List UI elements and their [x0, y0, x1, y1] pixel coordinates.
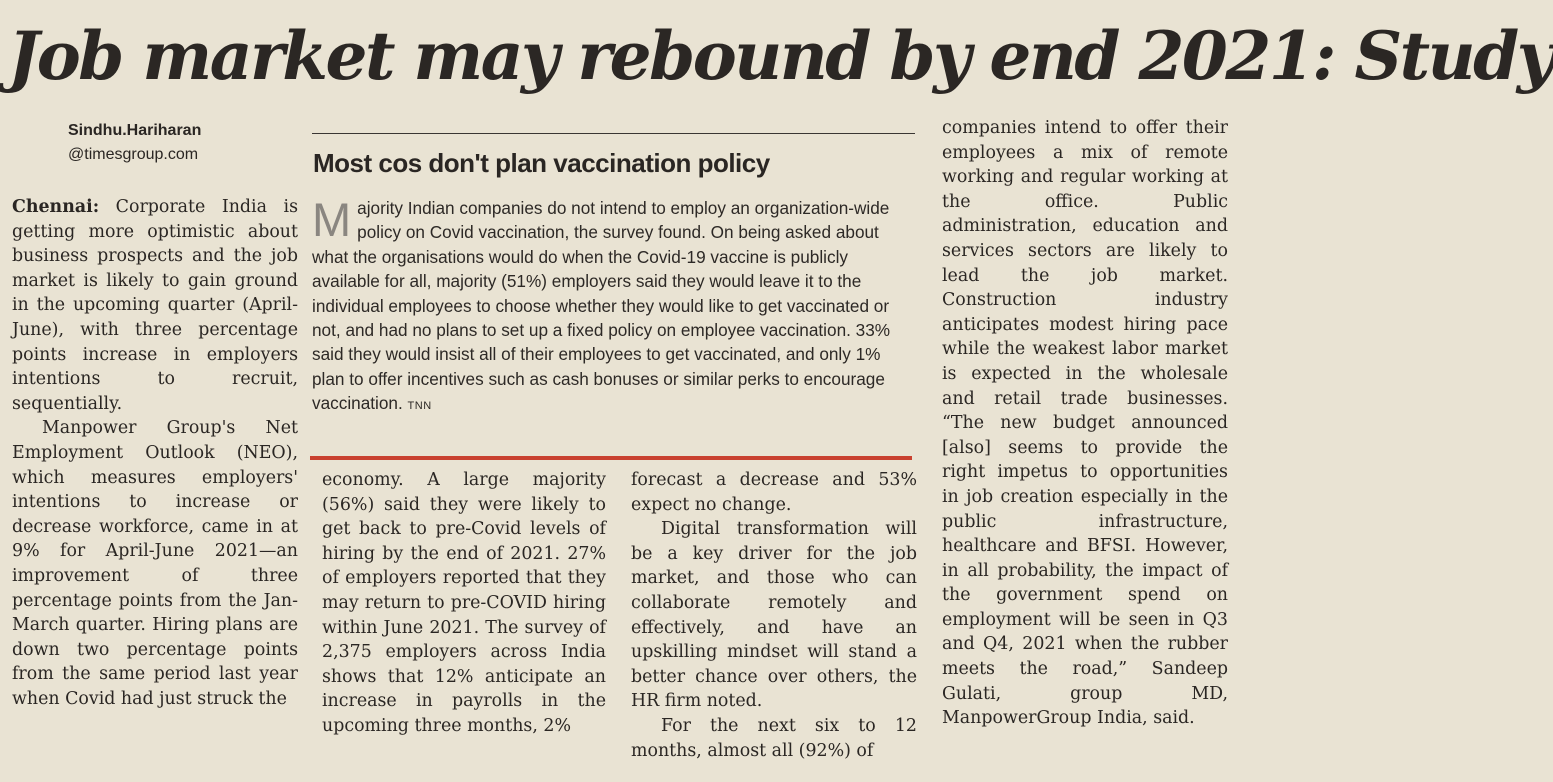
- paragraph: forecast a decrease and 53% expect no change.: [631, 470, 917, 515]
- article-column-3: [631, 468, 917, 763]
- sidebar-top-rule: [312, 133, 915, 134]
- article-column-2: [322, 468, 606, 739]
- paragraph: Manpower Group's Net Employment Outlook (NEO), which measures employers' intentions to increase or decrease workforce, came in at 9% for April-June 2021—an improvement of three percentage points from the Jan-March quarter. Hiring plans are down two percentage points from the same period last year when Covid had just struck the: [12, 418, 298, 709]
- sidebar-box-text: ajority Indian companies do not intend to employ an organization-wide policy on Covid vaccination, the survey found. On being asked about what the organisations would do when the Covid-19 vaccine is publicly available for all, majority (51%) employers said they would leave it to the individual employees to choose whether they would like to get vaccinated or not, and had no plans to set up a fixed policy on employee vaccination. 33% said they would insist all of their employees to get vaccinated, and only 1% plan to offer incentives such as cash bonuses or similar perks to encourage vaccination.: [312, 198, 891, 414]
- sidebar-box-title: Most cos don't plan vaccination policy: [313, 148, 770, 178]
- sidebar-bottom-rule: [310, 456, 912, 460]
- agency-tag: TNN: [407, 400, 432, 413]
- byline-email: @timesgroup.com: [68, 146, 199, 163]
- lead-text: Corporate India is getting more optimistic about business prospects and the job market is likely to gain ground in the upcoming quarter (April-June), with three percentage points increase in employers intentions to recruit, sequentially.: [12, 197, 298, 414]
- paragraph: companies intend to offer their employees a mix of remote working and regular working at the office. Public administration, education and services sectors are likely to lead the job market. Construction industry anticipates modest hiring pace while the weakest labor market is expected in the wholesale and retail trade businesses. “The new budget announced [also] seems to provide the right impetus to opportunities in job creation especially in the public infrastructure, healthcare and BFSI. However, in all probability, the impact of the government spend on employment will be seen in Q3 and Q4, 2021 when the rubber meets the road,” Sandeep Gulati, group MD, ManpowerGroup India, said.: [942, 118, 1228, 729]
- sidebar-box-body: [312, 193, 912, 419]
- lead-paragraph: [12, 195, 298, 416]
- paragraph: For the next six to 12 months, almost all (92%) of: [631, 715, 917, 761]
- drop-cap: M: [312, 193, 352, 246]
- byline-author: Sindhu.Hariharan: [68, 122, 202, 139]
- article-column-1: [12, 195, 298, 711]
- headline: Job market may rebound by end 2021: Study: [8, 17, 1553, 95]
- dateline: Chennai:: [12, 197, 100, 217]
- paragraph: Digital transformation will be a key driver for the job market, and those who can collaborate remotely and effectively, and have an upskilling mindset will stand a better chance over others, the HR firm noted.: [631, 519, 917, 712]
- article-column-4: [942, 116, 1228, 731]
- paragraph: economy. A large majority (56%) said they were likely to get back to pre-Covid levels of hiring by the end of 2021. 27% of employers reported that they may return to pre-COVID hiring within June 2021. The survey of 2,375 employers across India shows that 12% anticipate an increase in payrolls in the upcoming three months, 2%: [322, 470, 606, 736]
